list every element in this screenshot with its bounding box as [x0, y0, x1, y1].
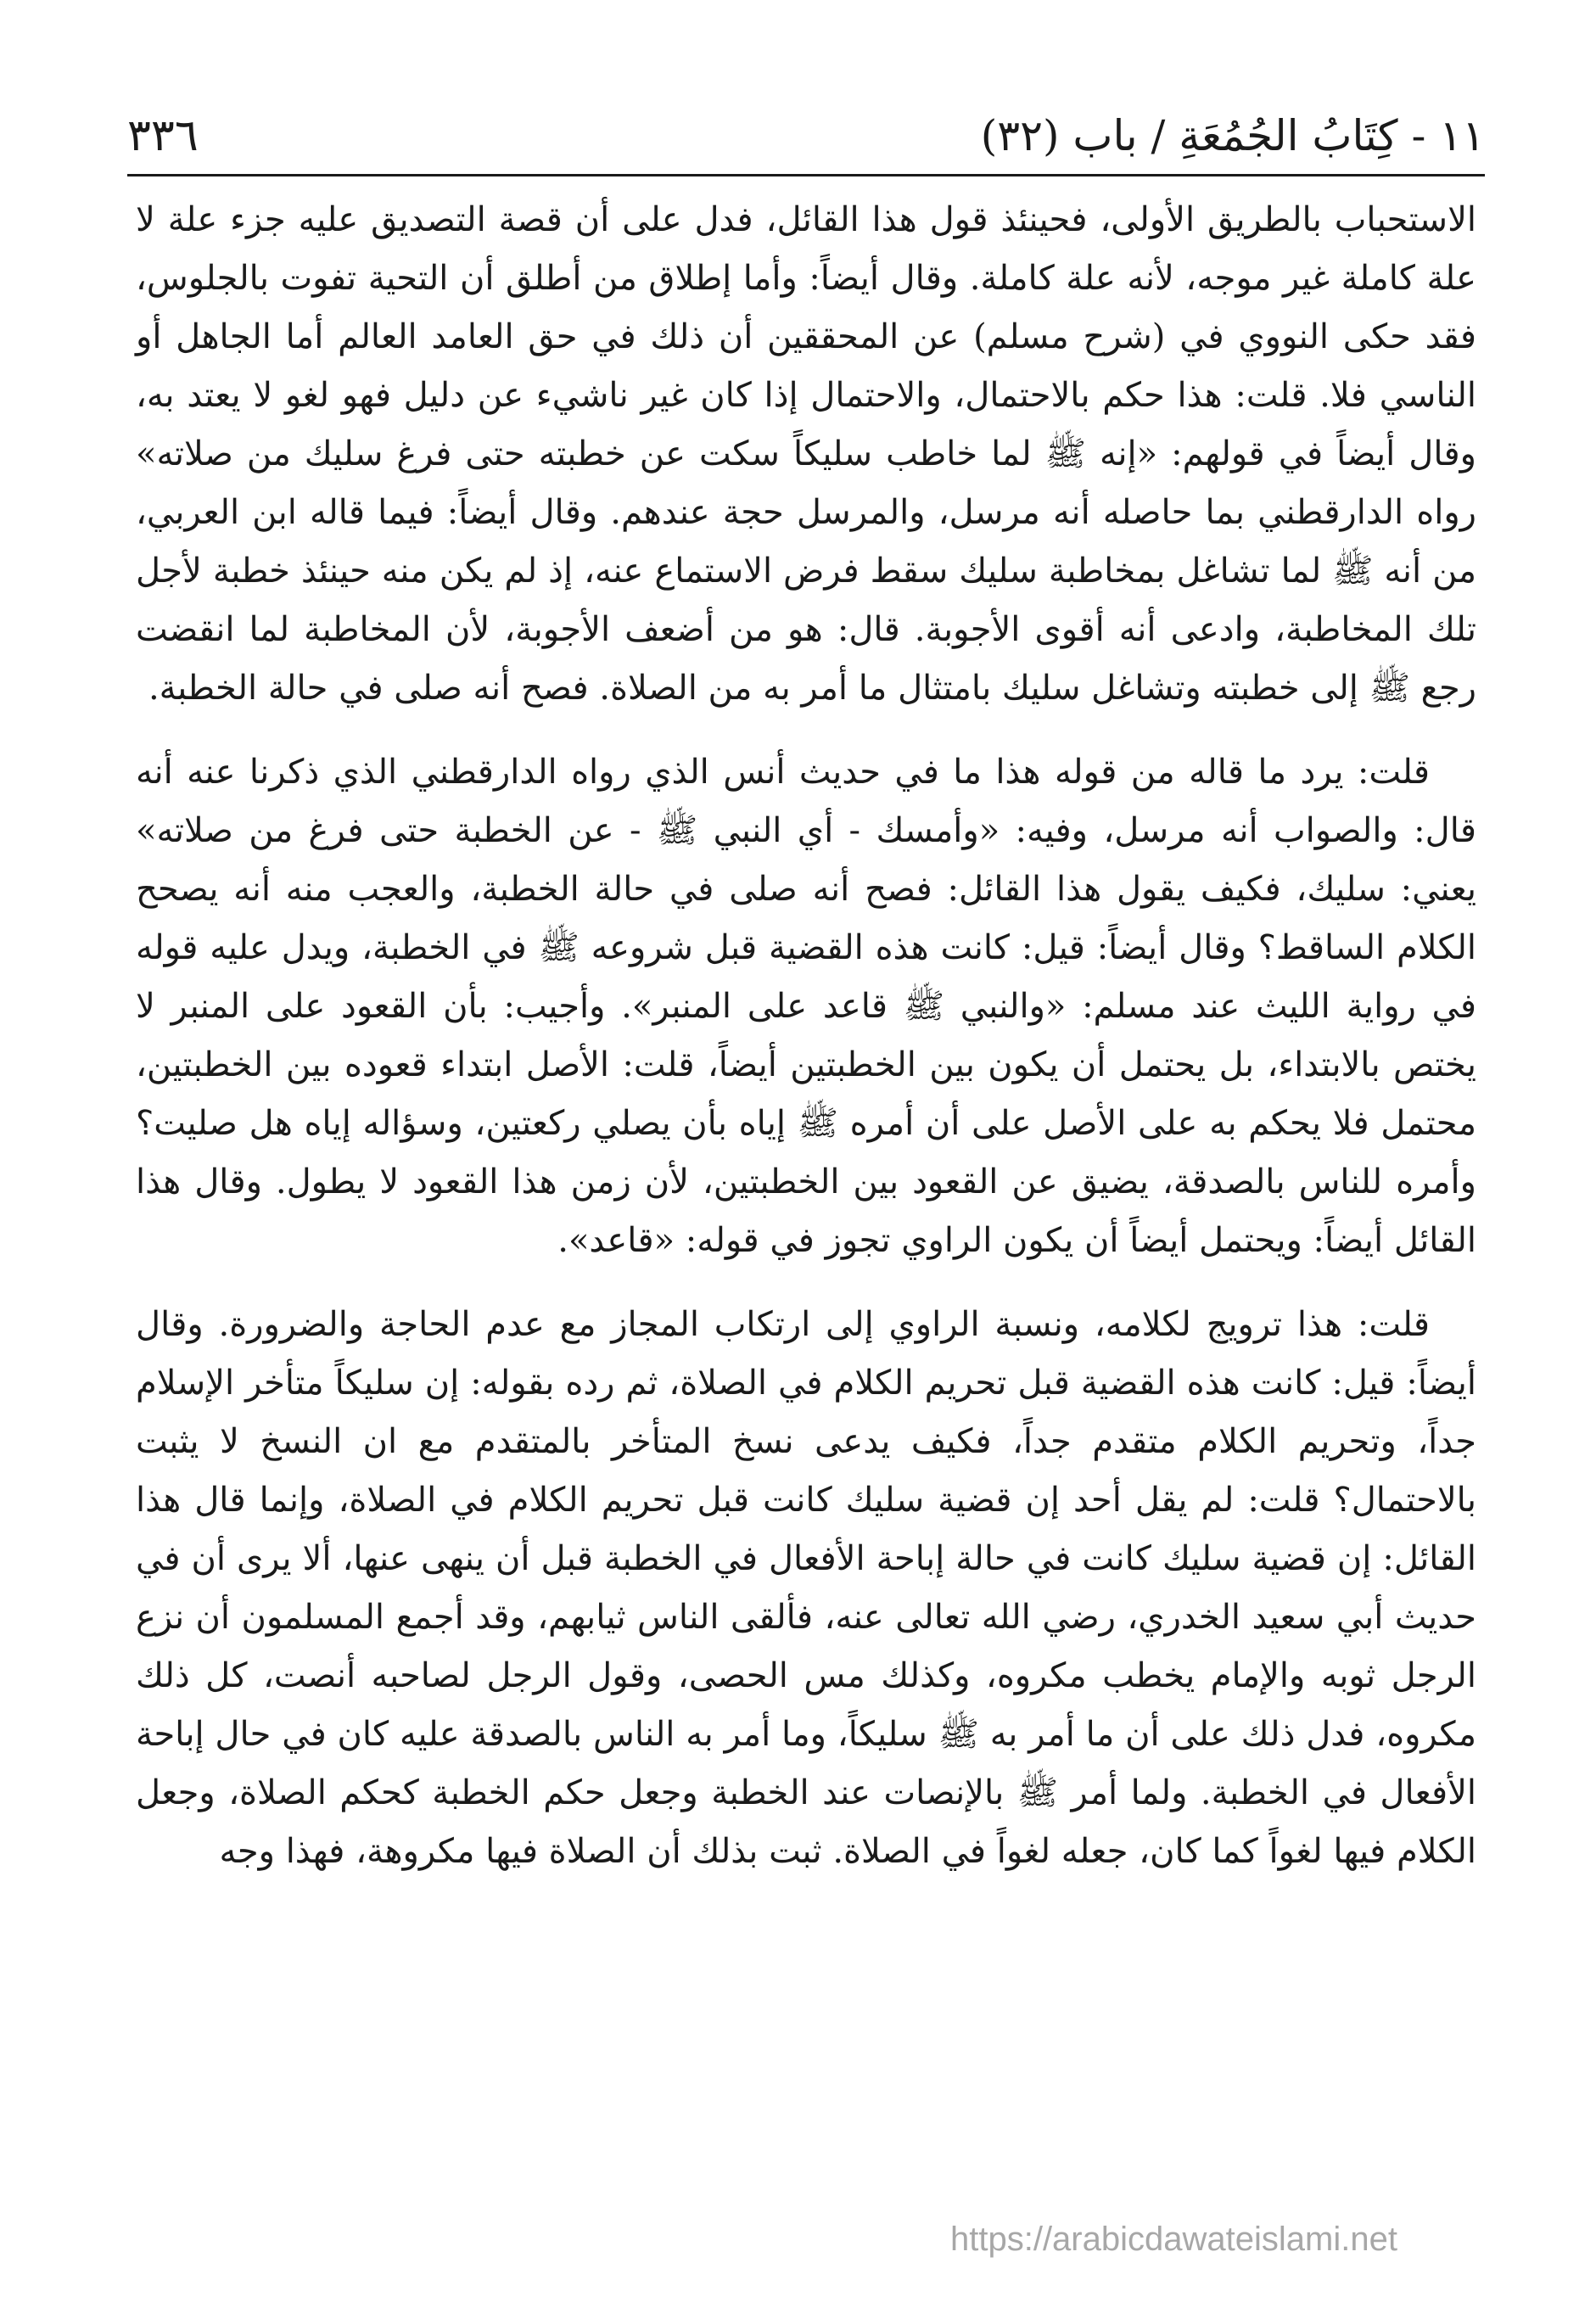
- paragraph: الاستحباب بالطريق الأولى، فحينئذ قول هذا القائل، فدل على أن قصة التصديق عليه جزء علة لا علة كاملة غير موجه، لأنه علة كاملة. وقال أيضاً: وأما إطلاق من أطلق أن التحية تفوت بالجلوس، فقد حكى النووي في (شرح مسلم) عن المحققين أن ذلك في حق العامد العالم أما الجاهل أو الناسي فلا. قلت: هذا حكم بالاحتمال، والاحتمال إذا كان غير ناشيء عن دليل فهو لغو لا يعتد به، وقال أيضاً في قولهم: «إنه ﷺ لما خاطب سليكاً سكت عن خطبته حتى فرغ سليك من صلاته» رواه الدارقطني بما حاصله أنه مرسل، والمرسل حجة عندهم. وقال أيضاً: فيما قاله ابن العربي، من أنه ﷺ لما تشاغل بمخاطبة سليك سقط فرض الاستماع عنه، إذ لم يكن منه حينئذ خطبة لأجل تلك المخاطبة، وادعى أنه أقوى الأجوبة. قال: هو من أضعف الأجوبة، لأن المخاطبة لما انقضت رجع ﷺ إلى خطبته وتشاغل سليك بامتثال ما أمر به من الصلاة. فصح أنه صلى في حالة الخطبة.: [136, 200, 1476, 708]
- paragraph: قلت: هذا ترويج لكلامه، ونسبة الراوي إلى ارتكاب المجاز مع عدم الحاجة والضرورة. وقال أيضاً: قيل: كانت هذه القضية قبل تحريم الكلام في الصلاة، ثم رده بقوله: إن سليكاً متأخر الإسلام جداً، وتحريم الكلام متقدم جداً، فكيف يدعى نسخ المتأخر بالمتقدم مع ان النسخ لا يثبت بالاحتمال؟ قلت: لم يقل أحد إن قضية سليك كانت قبل تحريم الكلام في الصلاة، وإنما قال هذا القائل: إن قضية سليك كانت في حالة إباحة الأفعال في الخطبة قبل أن ينهى عنها، ألا يرى أن في حديث أبي سعيد الخدري، رضي الله تعالى عنه، فألقى الناس ثيابهم، وقد أجمع المسلمون أن نزع الرجل ثوبه والإمام يخطب مكروه، وكذلك مس الحصى، وقول الرجل لصاحبه أنصت، كل ذلك مكروه، فدل ذلك على أن ما أمر به ﷺ سليكاً، وما أمر به الناس بالصدقة عليه كان في حال إباحة الأفعال في الخطبة. ولما أمر ﷺ بالإنصات عند الخطبة وجعل حكم الخطبة كحكم الصلاة، وجعل الكلام فيها لغواً كما كان، جعله لغواً في الصلاة. ثبت بذلك أن الصلاة فيها مكروهة، فهذا وجه: [136, 1305, 1476, 1871]
- watermark-url: https://arabicdawateislami.net: [950, 2221, 1397, 2258]
- header-divider: [127, 174, 1485, 176]
- body-text: [136, 191, 1476, 1881]
- page-number: ٣٣٦: [127, 110, 199, 161]
- chapter-heading: ١١ - كِتَابُ الجُمُعَةِ / باب (٣٢): [980, 111, 1485, 160]
- running-header: [127, 102, 1485, 170]
- paragraph: قلت: يرد ما قاله من قوله هذا ما في حديث أنس الذي رواه الدارقطني الذي ذكرنا عنه أنه قال: والصواب أنه مرسل، وفيه: «وأمسك - أي النبي ﷺ - عن الخطبة حتى فرغ من صلاته» يعني: سليك، فكيف يقول هذا القائل: فصح أنه صلى في حالة الخطبة، والعجب منه أنه يصحح الكلام الساقط؟ وقال أيضاً: قيل: كانت هذه القضية قبل شروعه ﷺ في الخطبة، ويدل عليه قوله في رواية الليث عند مسلم: «والنبي ﷺ قاعد على المنبر». وأجيب: بأن القعود على المنبر لا يختص بالابتداء، بل يحتمل أن يكون بين الخطبتين أيضاً، قلت: الأصل ابتداء قعوده بين الخطبتين، محتمل فلا يحكم به على الأصل على أن أمره ﷺ إياه بأن يصلي ركعتين، وسؤاله إياه هل صليت؟ وأمره للناس بالصدقة، يضيق عن القعود بين الخطبتين، لأن زمن هذا القعود لا يطول. وقال هذا القائل أيضاً: ويحتمل أيضاً أن يكون الراوي تجوز في قوله: «قاعد».: [136, 753, 1476, 1260]
